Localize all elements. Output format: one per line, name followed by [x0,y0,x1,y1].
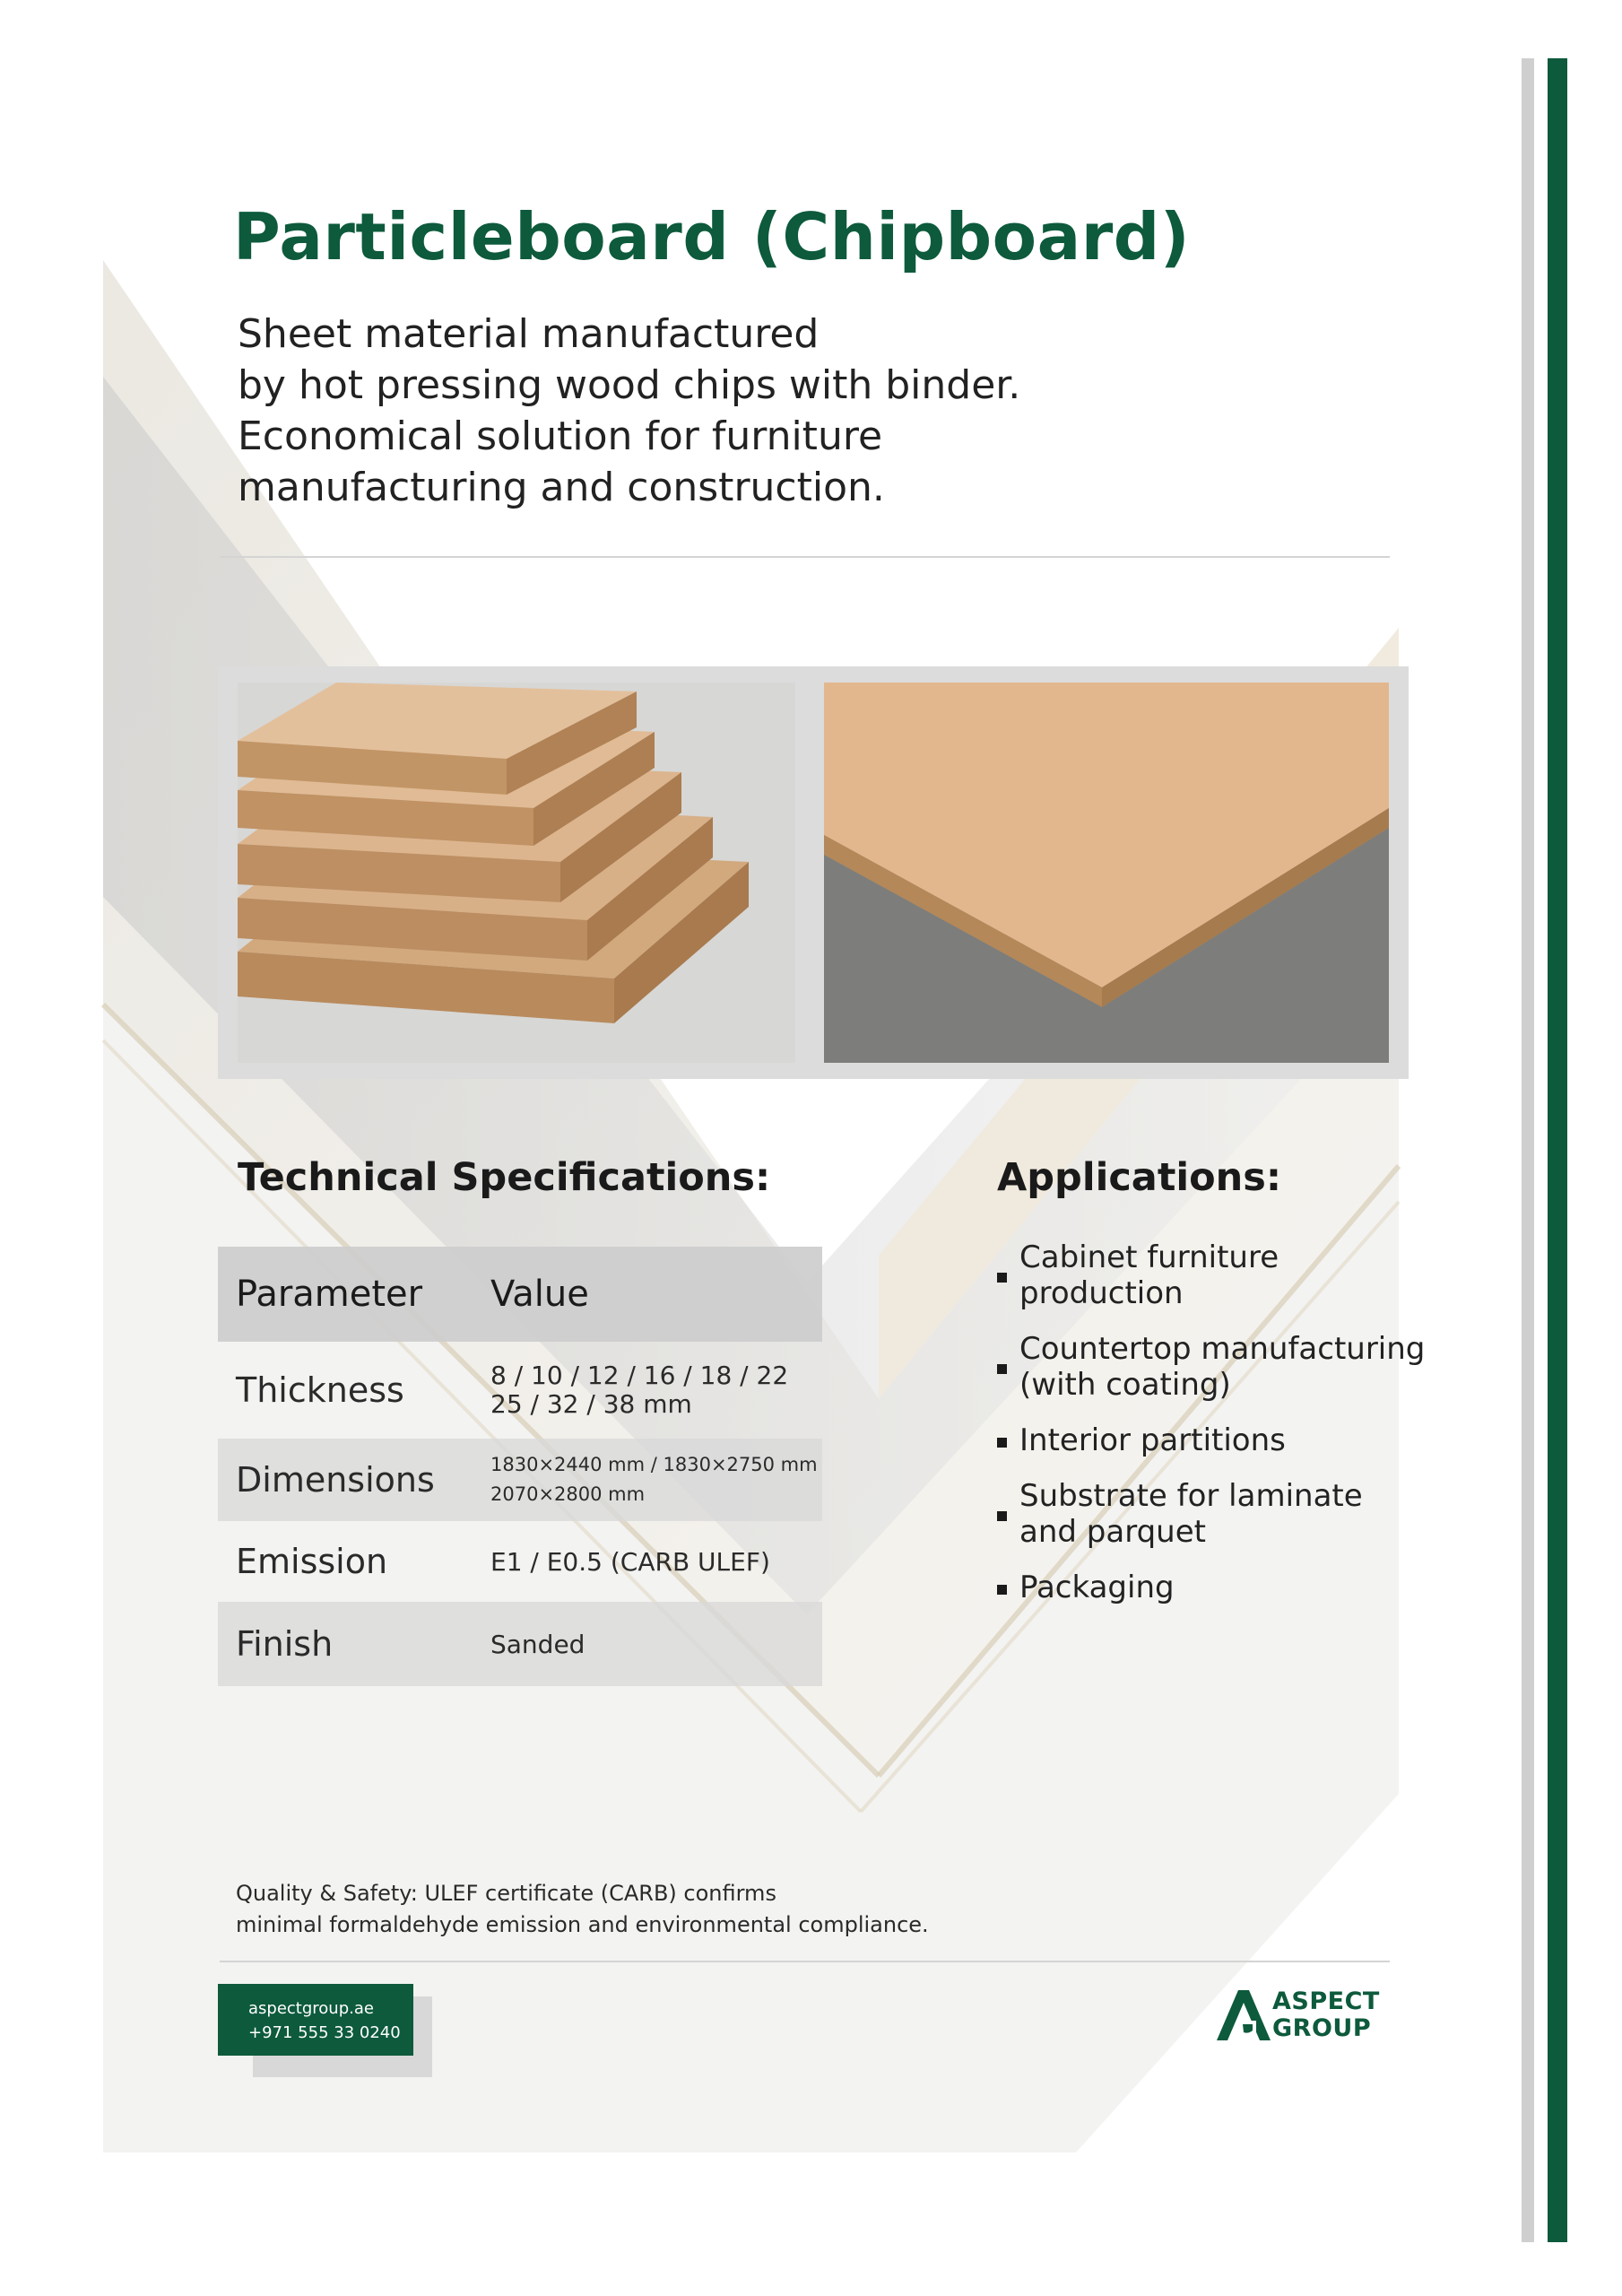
list-item-line: and parquet [1019,1514,1206,1550]
row-value [490,1450,822,1509]
quality-line: Quality & Safety: ULEF certificate (CARB) confirms [236,1881,776,1906]
list-item-line: (with coating) [1019,1367,1231,1403]
table-row [218,1439,822,1521]
logo-wordmark [1272,1988,1380,2042]
list-item-line: Cabinet furniture [1019,1239,1279,1275]
logo-line: GROUP [1272,2014,1372,2042]
list-item-text [1019,1478,1363,1550]
header-value: Value [490,1274,589,1315]
divider [220,556,1390,558]
quality-note [236,1878,929,1941]
bullet-icon [997,1585,1007,1595]
divider [220,1961,1390,1962]
applications-list [997,1239,1499,1625]
table-header-row [218,1247,822,1342]
list-item-text [1019,1239,1279,1311]
bullet-icon [997,1273,1007,1283]
row-parameter: Emission [236,1542,388,1581]
list-item-text [1019,1331,1425,1403]
list-item [997,1422,1499,1458]
contact-box [218,1984,413,2056]
list-item [997,1331,1499,1403]
page-title: Particleboard (Chipboard) [233,199,1191,274]
list-item-line: production [1019,1275,1184,1311]
bullet-icon [997,1364,1007,1374]
description-line: manufacturing and construction. [238,465,885,510]
description-line: Sheet material manufactured [238,311,820,357]
list-item-text [1019,1422,1286,1458]
row-value [490,1361,822,1419]
value-line: 8 / 10 / 12 / 16 / 18 / 22 [490,1361,789,1390]
row-parameter: Finish [236,1624,334,1664]
list-item [997,1239,1499,1311]
list-item-line: Packaging [1019,1570,1175,1605]
website-link[interactable]: aspectgroup.ae [248,1999,374,2018]
phone-number[interactable]: +971 555 33 0240 [248,2023,401,2042]
logo-line: ASPECT [1272,1987,1380,2015]
applications-heading: Applications: [997,1155,1282,1200]
aspect-group-logo [1215,1987,1394,2044]
table-row [218,1342,822,1439]
side-accent-bar-grey [1522,58,1534,2242]
row-parameter: Dimensions [236,1460,435,1500]
list-item-line: Interior partitions [1019,1422,1286,1458]
table-row [218,1602,822,1686]
product-photos [218,666,1409,1079]
header-parameter: Parameter [236,1274,423,1315]
table-row [218,1521,822,1602]
description-line: by hot pressing wood chips with binder. [238,362,1021,408]
single-board-photo [824,683,1389,1063]
bullet-icon [997,1438,1007,1448]
aspect-group-logo-icon [1215,1987,1272,2044]
stacked-boards-photo [238,683,795,1063]
list-item-line: Countertop manufacturing [1019,1331,1426,1367]
row-parameter: Thickness [236,1370,404,1410]
specs-heading: Technical Specifications: [238,1155,771,1200]
bullet-icon [997,1511,1007,1521]
product-description [238,309,1134,513]
value-line: 25 / 32 / 38 mm [490,1389,692,1419]
list-item [997,1478,1499,1550]
row-value [490,1630,822,1659]
specs-table [218,1247,822,1686]
description-line: Economical solution for furniture [238,413,883,459]
value-line: Sanded [490,1629,585,1659]
value-line: E1 / E0.5 (CARB ULEF) [490,1546,770,1577]
list-item-line: Substrate for laminate [1019,1478,1363,1514]
value-line: 1830×2440 mm / 1830×2750 mm [490,1454,818,1475]
list-item [997,1570,1499,1605]
row-value [490,1547,822,1577]
list-item-text [1019,1570,1175,1605]
quality-line: minimal formaldehyde emission and environmental compliance. [236,1912,929,1937]
value-line: 2070×2800 mm [490,1483,646,1505]
side-accent-bar-green [1548,58,1567,2242]
